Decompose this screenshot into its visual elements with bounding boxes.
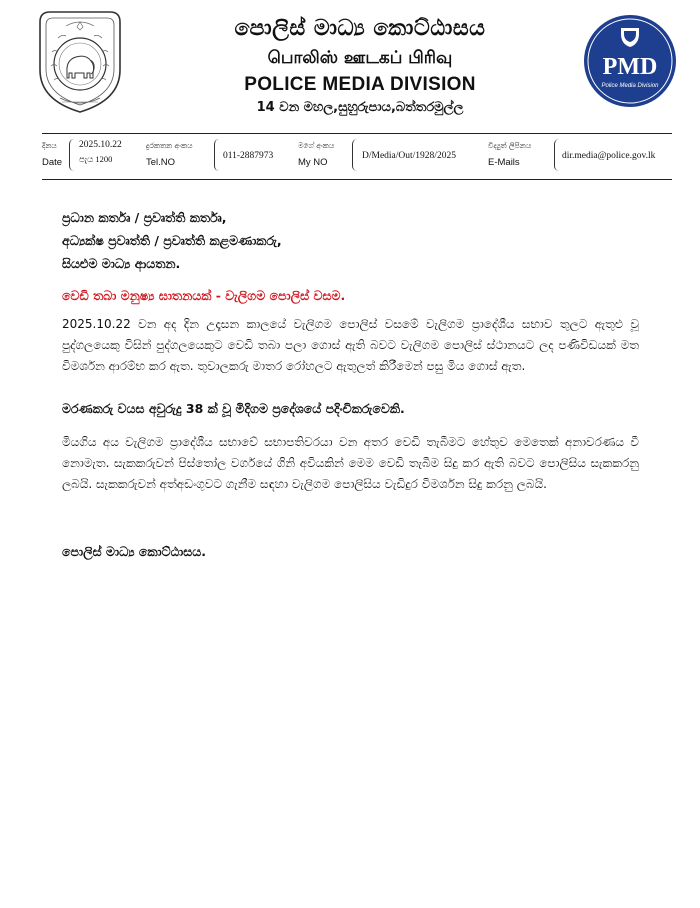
brace-divider bbox=[214, 139, 223, 171]
body-paragraph-1: 2025.10.22 වන අද දින උදෑසන කාලයේ වැලිගම පොලිස් වසමේ වැලිගම ප්‍රාදේශීය සභාව තුලට ඇතුළු වූ පුද්ගලයෙකු විසින් පුද්ගලයෙකුට වෙඩි තබා පලා ගොස් ඇති බවට වැලිගම පොලිස් ස්ථානයට ලද පණිවිඩයක් මත විමර්ශන ආරම්භ කර ඇත. තුවාලකරු මාතර රෝහලට ඇතුලත් කිරීමෙන් පසු මිය ගොස් ඇත. bbox=[62, 317, 639, 373]
subject-line: වෙඩි තබා මනුෂ්‍ය ඝාතනයක් - වැලිගම පොලිස් වසම. bbox=[62, 288, 346, 303]
police-emblem-icon bbox=[36, 8, 124, 116]
my-no-cell bbox=[298, 134, 498, 179]
my-no-label: My NO bbox=[298, 157, 328, 168]
email-cell bbox=[488, 134, 672, 179]
email-label: E-Mails bbox=[488, 157, 520, 168]
tel-value: 011-2887973 bbox=[223, 151, 274, 161]
recipient-line: සියළුම මාධ්‍ය ආයතන. bbox=[62, 256, 181, 271]
recipient-line: අධ්‍යක්ෂ ප්‍රවෘත්ති / ප්‍රවෘත්ති කළමණාකරු, bbox=[62, 233, 282, 248]
recipient-line: ප්‍රධාන කර්තෘ / ප්‍රවෘත්ති කර්තෘ, bbox=[62, 210, 227, 225]
body-paragraph-3: මියගිය අය වැලිගම ප්‍රාදේශීය සභාවේ සභාපතිවරයා වන අතර වෙඩි තැබීමට හේතුව මෙතෙක් අනාවරණය වී නොමැත. සැකකරුවන් පිස්තෝල වර්ගයේ ගිනි අවියකින් මෙම වෙඩි තැබීම සිදු කර ඇති බවට පොලිසිය සැකකරනු ලබයි. සැකකරුවන් අත්අඩංගුවට ගැනීම සඳහා වැලිගම පොලිසිය වැඩිදුර විමර්ශන සිදු කරනු ලබයි. bbox=[62, 435, 639, 491]
brace-divider bbox=[69, 139, 78, 171]
pmd-logo-subtext: Police Media Division bbox=[601, 83, 659, 89]
email-label-sinhala: විද්‍යුත් ලිපිනය bbox=[488, 141, 532, 150]
header-title-tamil: பொலிஸ் ஊடகப் பிரிவு bbox=[267, 48, 453, 68]
date-value: 2025.10.22 bbox=[79, 140, 122, 150]
signature-line: පොලිස් මාධ්‍ය කොට්ඨාසය. bbox=[62, 544, 206, 559]
my-no-label-sinhala: මගේ අංකය bbox=[298, 141, 335, 150]
tel-label: Tel.NO bbox=[146, 157, 176, 168]
body-paragraph-2: මරණකරු වයස අවුරුදු 38 ක් වූ මිදිගම ප්‍රදේශයේ පදිංචිකරුවෙකි. bbox=[62, 401, 405, 416]
pmd-logo-icon bbox=[583, 14, 677, 108]
tel-cell bbox=[146, 134, 290, 179]
tel-label-sinhala: දුරකතන අංකය bbox=[146, 141, 193, 150]
header-title-sinhala: පොලිස් මාධ්‍ය කොට්ඨාසය bbox=[234, 16, 486, 41]
brace-divider bbox=[352, 139, 361, 171]
email-value[interactable]: dir.media@police.gov.lk bbox=[562, 151, 656, 161]
time-value: පැය 1200 bbox=[79, 154, 113, 164]
reference-bar bbox=[42, 133, 672, 180]
header-address: 14 වන මහල,සුහුරුපාය,බත්තරමුල්ල bbox=[256, 100, 464, 115]
my-no-value: D/Media/Out/1928/2025 bbox=[362, 151, 456, 161]
pmd-logo-text: PMD bbox=[602, 54, 658, 80]
date-cell bbox=[42, 134, 142, 179]
header-title-english: POLICE MEDIA DIVISION bbox=[244, 74, 476, 95]
date-label: Date bbox=[42, 157, 63, 168]
date-label-sinhala: දිනය bbox=[42, 141, 57, 150]
